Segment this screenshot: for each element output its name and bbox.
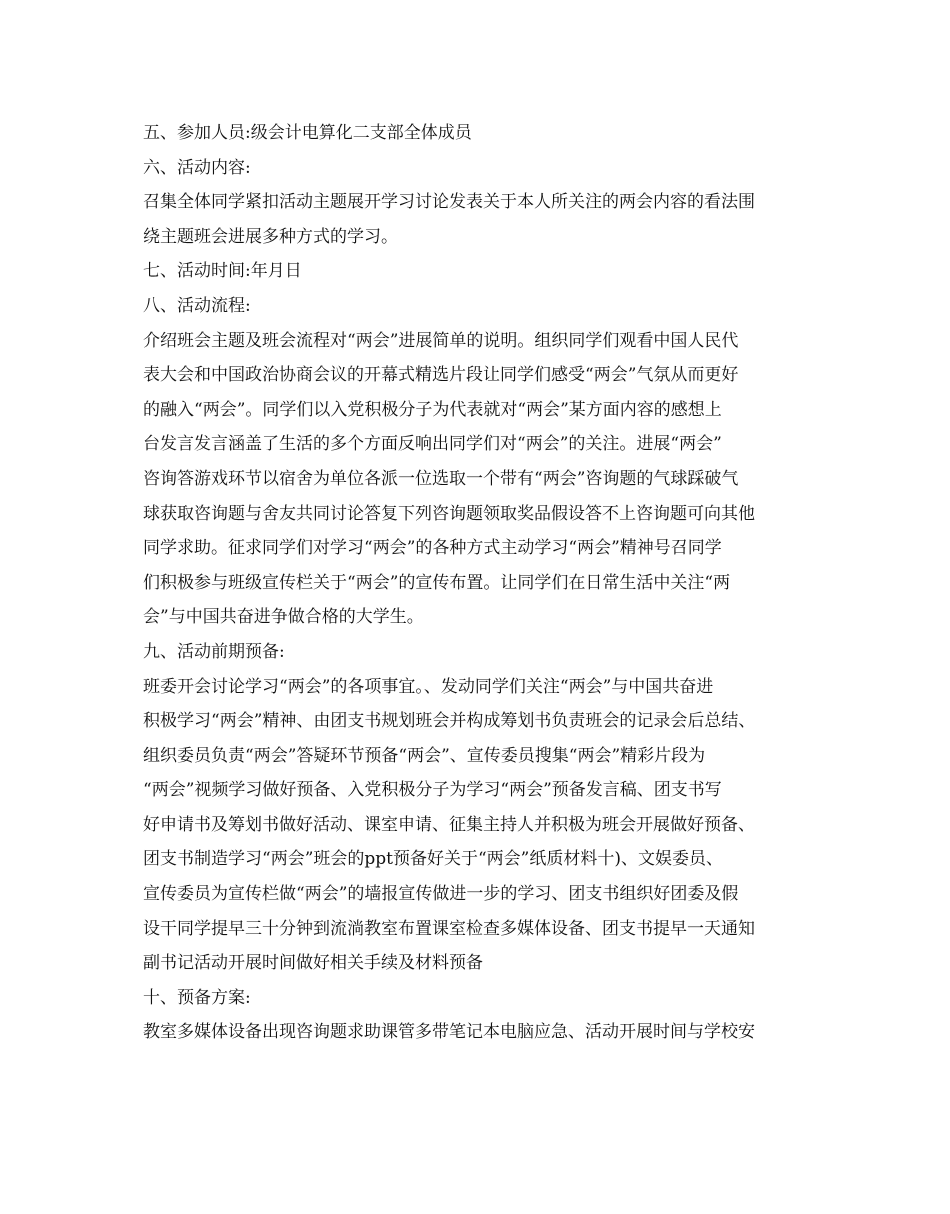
heading-activity-process: 八、活动流程: [143, 295, 251, 316]
paragraph-line: 绕主题班会进展多种方式的学习。 [143, 226, 398, 247]
paragraph-line: 召集全体同学紧扣活动主题展开学习讨论发表关于本人所关注的两会内容的看法围 [143, 192, 755, 213]
paragraph-line: 组织委员负责“两会”答疑环节预备“两会”、宣传委员搜集“两会”精彩片段为 [143, 745, 706, 766]
heading-activity-content: 六、活动内容: [143, 157, 251, 178]
paragraph-line: 设干同学提早三十分钟到流淌教室布置课室检查多媒体设备、团支书提早一天通知 [143, 918, 755, 939]
paragraph-line: 班委开会讨论学习“两会”的各项事宜。、发动同学们关注“两会”与中国共奋进 [143, 676, 714, 697]
paragraph-line: 积极学习“两会”精神、由团支书规划班会并构成筹划书负责班会的记录会后总结、 [143, 711, 756, 732]
paragraph-line: 会”与中国共奋进争做合格的大学生。 [143, 607, 424, 628]
paragraph-line: 咨询答游戏环节以宿舍为单位各派一位选取一个带有“两会”咨询题的气球踩破气 [143, 468, 739, 489]
paragraph-line: 们积极参与班级宣传栏关于“两会”的宣传布置。让同学们在日常生活中关注“两 [143, 572, 731, 593]
paragraph-line: 同学求助。征求同学们对学习“两会”的各种方式主动学习“两会”精神号召同学 [143, 538, 722, 559]
paragraph-line: 好申请书及筹划书做好活动、课室申请、征集主持人并积极为班会开展做好预备、 [143, 814, 755, 835]
document-body [143, 116, 833, 1050]
paragraph-line: 宣传委员为宣传栏做“两会”的墙报宣传做进一步的学习、团支书组织好团委及假 [143, 884, 739, 905]
paragraph-line: “两会”视频学习做好预备、入党积极分子为学习“两会”预备发言稿、团支书写 [143, 780, 722, 801]
heading-backup-plan: 十、预备方案: [143, 987, 251, 1008]
paragraph-line: 表大会和中国政治协商会议的开幕式精选片段让同学们感受“两会”气氛从而更好 [143, 365, 739, 386]
paragraph-line: 的融入“两会”。同学们以入党积极分子为代表就对“两会”某方面内容的感想上 [143, 399, 722, 420]
paragraph-line: 台发言发言涵盖了生活的多个方面反响出同学们对“两会”的关注。进展“两会” [143, 434, 722, 455]
heading-preparation: 九、活动前期预备: [143, 641, 285, 662]
paragraph-line: 教室多媒体设备出现咨询题求助课管多带笔记本电脑应急、活动开展时间与学校安 [143, 1022, 755, 1043]
heading-activity-time: 七、活动时间:年月日 [143, 261, 302, 282]
paragraph-line: 球获取咨询题与舍友共同讨论答复下列咨询题领取奖品假设答不上咨询题可向其他 [143, 503, 755, 524]
paragraph-line: 介绍班会主题及班会流程对“两会”进展简单的说明。组织同学们观看中国人民代 [143, 330, 739, 351]
paragraph-line: 副书记活动开展时间做好相关手续及材料预备 [143, 953, 483, 974]
heading-participants: 五、参加人员:级会计电算化二支部全体成员 [143, 123, 472, 143]
paragraph-line: 团支书制造学习“两会”班会的ppt预备好关于“两会”纸质材料十)、文娱委员、 [143, 849, 723, 870]
